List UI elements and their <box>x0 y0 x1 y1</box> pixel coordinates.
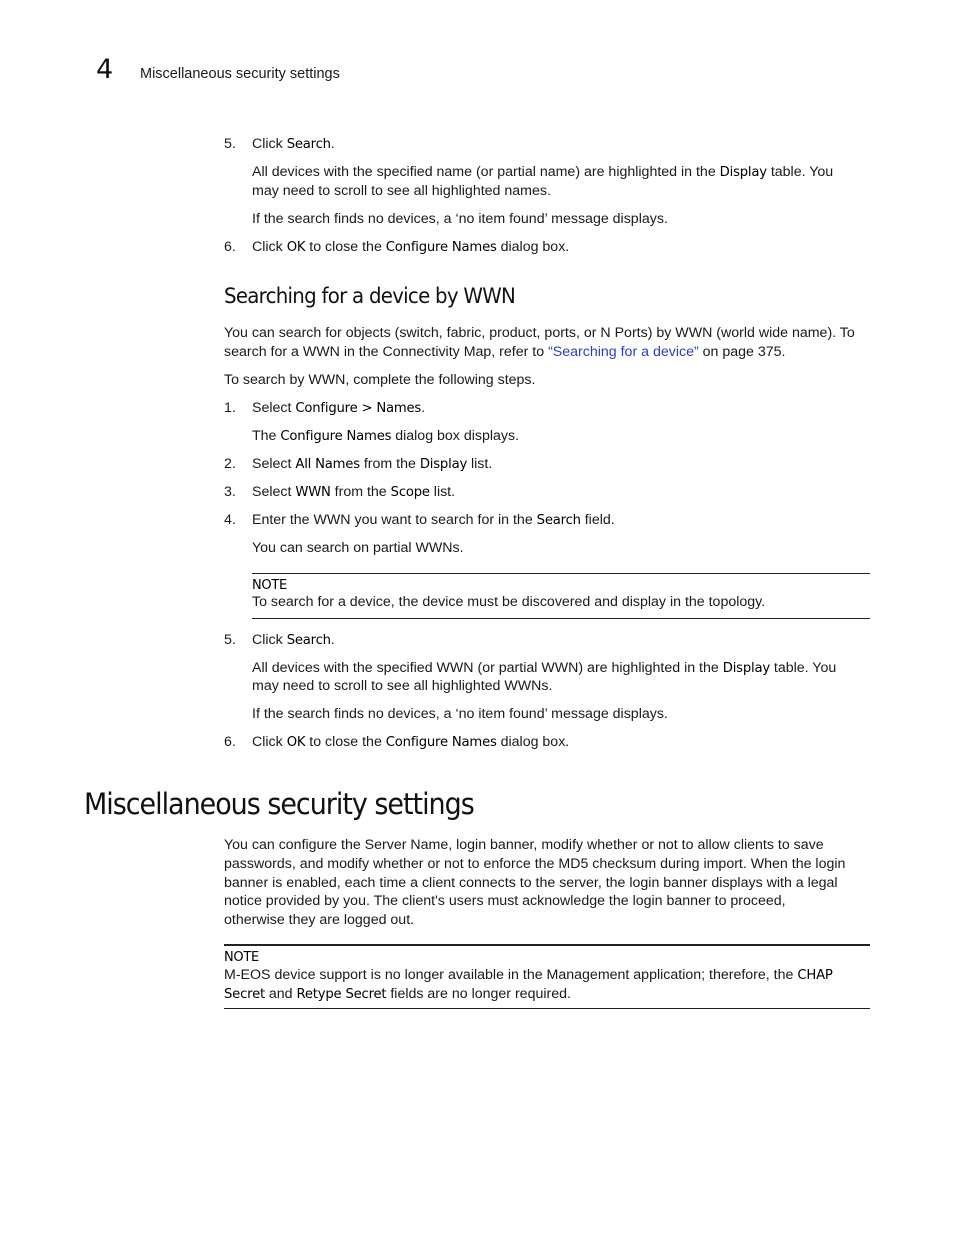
paragraph-line: banner is enabled, each time a client connects to the server, the login banner displays with a legal <box>224 875 838 891</box>
ui-term: OK <box>286 735 306 750</box>
step-text: Select All Names from the Display list. <box>252 456 493 472</box>
step-text: Select Configure > Names. <box>252 400 426 416</box>
paragraph-line: passwords, and modify whether or not to enforce the MD5 checksum during import. When the login <box>224 856 846 872</box>
note-top-rule <box>252 573 870 574</box>
step-description: All devices with the specified WWN (or partial WWN) are highlighted in the Display table. You <box>252 660 837 676</box>
note-bottom-rule <box>252 618 870 619</box>
step-text: Click OK to close the Configure Names dialog box. <box>252 239 570 255</box>
step-number: 5. <box>224 136 236 152</box>
note-bottom-rule <box>224 1008 870 1009</box>
ui-term: OK <box>286 240 306 255</box>
ui-term: Search <box>536 513 581 528</box>
step-description: may need to scroll to see all highlighted WWNs. <box>252 678 553 694</box>
step-number: 6. <box>224 239 236 255</box>
ui-term: Search <box>286 137 331 152</box>
chapter-number: 4 <box>96 54 114 85</box>
ui-term: Configure Names <box>280 429 392 444</box>
step-number: 3. <box>224 484 236 500</box>
ui-term: Display <box>722 661 770 676</box>
step-number: 1. <box>224 400 236 416</box>
step-description: If the search finds no devices, a ‘no item found’ message displays. <box>252 706 668 722</box>
ui-term: Secret <box>224 987 265 1002</box>
paragraph-line: otherwise they are logged out. <box>224 912 415 928</box>
note-label: NOTE <box>224 950 259 965</box>
step-text: Enter the WWN you want to search for in the Search field. <box>252 512 615 528</box>
ui-term: Configure Names <box>385 240 497 255</box>
ui-term: CHAP <box>797 968 833 983</box>
ui-term: Search <box>286 633 331 648</box>
note-text: Secret and Retype Secret fields are no longer required. <box>224 986 571 1002</box>
ui-term: WWN <box>295 485 331 500</box>
step-text: Click OK to close the Configure Names dialog box. <box>252 734 570 750</box>
ui-term: Display <box>719 165 767 180</box>
ui-term: Display <box>419 457 468 472</box>
paragraph-line: To search by WWN, complete the following steps. <box>224 372 536 388</box>
step-description: The Configure Names dialog box displays. <box>252 428 520 444</box>
note-label: NOTE <box>252 578 287 593</box>
cross-reference-link[interactable]: “Searching for a device” <box>548 344 699 360</box>
step-text: Click Search. <box>252 136 335 152</box>
ui-term: Configure Names <box>385 735 497 750</box>
ui-term: All Names <box>295 457 360 472</box>
step-number: 2. <box>224 456 236 472</box>
note-text: To search for a device, the device must be discovered and display in the topology. <box>252 594 766 610</box>
step-description: You can search on partial WWNs. <box>252 540 464 556</box>
step-number: 6. <box>224 734 236 750</box>
ui-term: Scope <box>390 485 430 500</box>
step-number: 4. <box>224 512 236 528</box>
step-description: If the search finds no devices, a ‘no item found’ message displays. <box>252 211 668 227</box>
step-number: 5. <box>224 632 236 648</box>
paragraph-line: search for a WWN in the Connectivity Map, refer to “Searching for a device” on page 375. <box>224 344 786 360</box>
note-top-rule <box>224 944 870 946</box>
step-description: All devices with the specified name (or partial name) are highlighted in the Display table. You <box>252 164 834 180</box>
paragraph-line: You can configure the Server Name, login banner, modify whether or not to allow clients to save <box>224 837 824 853</box>
step-description: may need to scroll to see all highlighted names. <box>252 183 551 199</box>
section-title: Miscellaneous security settings <box>84 787 474 821</box>
paragraph-line: You can search for objects (switch, fabric, product, ports, or N Ports) by WWN (world wide name). To <box>224 325 855 341</box>
step-text: Click Search. <box>252 632 335 648</box>
step-text: Select WWN from the Scope list. <box>252 484 456 500</box>
paragraph-line: notice provided by you. The client's users must acknowledge the login banner to proceed, <box>224 893 786 909</box>
note-text: M-EOS device support is no longer available in the Management application; therefore, the CHAP <box>224 967 833 983</box>
ui-term: Retype Secret <box>296 987 387 1002</box>
section-heading: Searching for a device by WWN <box>224 284 516 309</box>
running-header-title: Miscellaneous security settings <box>140 66 340 82</box>
ui-term: Configure > Names <box>295 401 422 416</box>
